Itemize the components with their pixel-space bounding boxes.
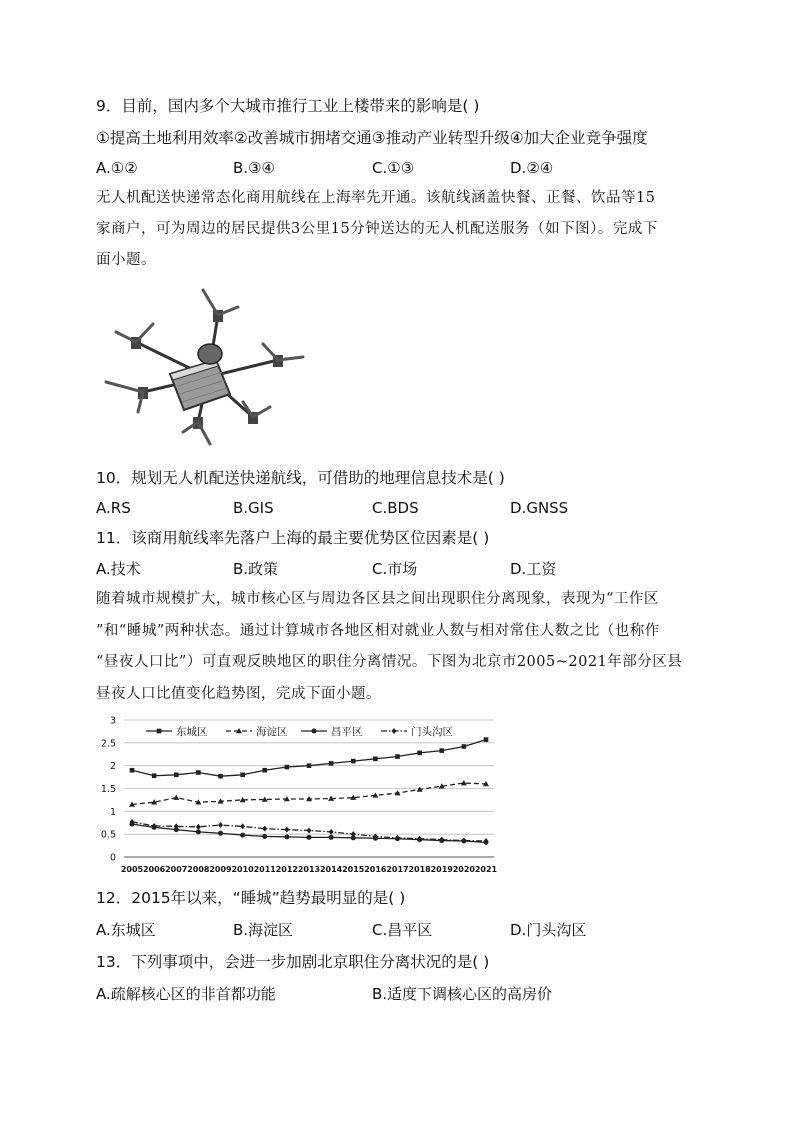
data-point xyxy=(373,757,378,762)
data-point xyxy=(240,773,245,778)
day-night-ratio-chart xyxy=(96,712,502,880)
q12-stem: 12．2015年以来，“睡城”趋势最明显的是( ) xyxy=(96,889,406,907)
legend-label: 昌平区 xyxy=(331,726,363,738)
data-point xyxy=(351,759,356,764)
data-point xyxy=(284,834,289,839)
y-tick-label: 2.5 xyxy=(100,738,116,750)
chart-series xyxy=(129,737,489,845)
x-tick-label: 2014 xyxy=(319,865,343,874)
x-tick-label: 2009 xyxy=(209,865,232,874)
passage2-line-1: 随着城市规模扩大，城市核心区与周边各区县之间出现职住分离现象，表现为“工作区 xyxy=(96,591,659,607)
q12-option-b[interactable]: B.海淀区 xyxy=(233,921,294,939)
passage2-line-4: 昼夜人口比值变化趋势图，完成下面小题。 xyxy=(96,686,381,702)
x-tick-label: 2008 xyxy=(187,865,210,874)
q10-options xyxy=(96,498,716,518)
x-tick-label: 2007 xyxy=(165,865,188,874)
y-tick-label: 0.5 xyxy=(100,829,116,841)
y-tick-label: 1.5 xyxy=(100,784,116,795)
data-point xyxy=(218,774,223,779)
q9-option-c[interactable]: C.①③ xyxy=(372,159,415,177)
data-point xyxy=(174,773,179,778)
q11-option-a[interactable]: A.技术 xyxy=(96,560,141,578)
q9-option-d[interactable]: D.②④ xyxy=(510,159,554,177)
data-point xyxy=(307,835,312,840)
q10-option-a[interactable]: A.RS xyxy=(96,499,131,517)
q11-option-d[interactable]: D.工资 xyxy=(510,560,557,578)
data-point xyxy=(439,748,444,753)
y-tick-label: 0 xyxy=(109,852,116,864)
q11-option-c[interactable]: C.市场 xyxy=(372,560,418,578)
data-point xyxy=(173,795,179,800)
passage2-line-2: ”和“睡城”两种状态。通过计算城市各地区相对就业人数与相对常住人数之比（也称作 xyxy=(96,623,660,639)
data-point xyxy=(417,751,422,756)
x-tick-label: 2005 xyxy=(120,865,144,874)
passage1-line-2: 家商户，可为周边的居民提供3公里15分钟送达的无人机配送服务（如下图）。完成下 xyxy=(96,221,658,237)
data-point xyxy=(262,834,267,839)
data-point xyxy=(307,763,312,768)
data-point xyxy=(130,768,135,773)
x-tick-label: 2018 xyxy=(408,865,431,874)
q11-option-b[interactable]: B.政策 xyxy=(233,560,279,578)
passage2-line-3: “昼夜人口比”）可直观反映地区的职住分离情况。下图为北京市2005~2021年部分区县 xyxy=(96,654,683,670)
q10-stem: 10．规划无人机配送快递航线，可借助的地理信息技术是( ) xyxy=(96,469,505,487)
data-point xyxy=(484,737,489,742)
q13-option-b[interactable]: B.适度下调核心区的高房价 xyxy=(372,985,553,1003)
x-tick-label: 2021 xyxy=(474,865,498,874)
data-point xyxy=(196,824,201,830)
data-point xyxy=(462,744,467,749)
data-point xyxy=(152,773,157,778)
y-tick-label: 3 xyxy=(109,715,116,727)
q9-options xyxy=(96,158,716,178)
x-tick-label: 2011 xyxy=(253,865,276,874)
q9-option-b[interactable]: B.③④ xyxy=(233,159,275,177)
q13-stem: 13．下列事项中，会进一步加剧北京职住分离状况的是( ) xyxy=(96,953,490,971)
legend-label: 海淀区 xyxy=(256,726,288,738)
data-point xyxy=(218,822,223,828)
x-tick-label: 2010 xyxy=(231,865,254,874)
q11-options xyxy=(96,559,716,579)
legend-marker xyxy=(157,729,162,734)
data-point xyxy=(284,827,289,833)
data-point xyxy=(218,831,223,836)
data-point xyxy=(262,826,267,832)
data-point xyxy=(285,765,290,770)
data-point xyxy=(196,829,201,834)
data-point xyxy=(329,835,334,840)
q9-option-a[interactable]: A.①② xyxy=(96,159,138,177)
x-tick-label: 2006 xyxy=(142,865,166,874)
q9-stem: 9．目前，国内多个大城市推行工业上楼带来的影响是( ) xyxy=(96,97,480,115)
passage1-line-1: 无人机配送快递常态化商用航线在上海率先开通。该航线涵盖快餐、正餐、饮品等15 xyxy=(96,190,656,206)
q12-option-c[interactable]: C.昌平区 xyxy=(372,921,433,939)
q13-options xyxy=(96,984,716,1004)
q13-option-a[interactable]: A.疏解核心区的非首都功能 xyxy=(96,985,276,1003)
q10-option-c[interactable]: C.BDS xyxy=(372,499,419,517)
q11-stem: 11．该商用航线率先落户上海的最主要优势区位因素是( ) xyxy=(96,529,490,547)
y-tick-label: 2 xyxy=(109,761,116,773)
data-point xyxy=(329,761,334,766)
series-line-1 xyxy=(132,740,486,777)
data-point xyxy=(262,768,267,773)
x-tick-label: 2019 xyxy=(430,865,453,874)
data-point xyxy=(307,828,312,834)
q9-items: ①提高土地利用效率②改善城市拥堵交通③推动产业转型升级④加大企业竞争强度 xyxy=(96,129,648,147)
q12-option-d[interactable]: D.门头沟区 xyxy=(510,921,587,939)
chart-y-ticks xyxy=(101,716,116,864)
data-point xyxy=(196,770,201,775)
q12-options xyxy=(96,920,716,940)
legend-marker xyxy=(312,729,317,734)
chart-x-ticks xyxy=(121,865,498,874)
x-tick-label: 2016 xyxy=(364,865,387,874)
q10-option-d[interactable]: D.GNSS xyxy=(510,499,569,517)
y-tick-label: 1 xyxy=(109,806,116,818)
x-tick-label: 2020 xyxy=(452,865,476,874)
x-tick-label: 2015 xyxy=(342,865,365,874)
x-tick-label: 2012 xyxy=(275,865,299,874)
data-point xyxy=(240,823,245,829)
chart-legend xyxy=(142,724,455,738)
q10-option-b[interactable]: B.GIS xyxy=(233,499,274,517)
q12-option-a[interactable]: A.东城区 xyxy=(96,921,156,939)
passage1-line-3: 面小题。 xyxy=(96,252,156,268)
x-tick-label: 2013 xyxy=(297,865,321,874)
x-tick-label: 2017 xyxy=(386,865,409,874)
legend-label: 门头沟区 xyxy=(411,726,453,738)
data-point xyxy=(240,833,245,838)
drone-image xyxy=(98,282,323,457)
legend-label: 东城区 xyxy=(176,726,208,738)
data-point xyxy=(395,754,400,759)
